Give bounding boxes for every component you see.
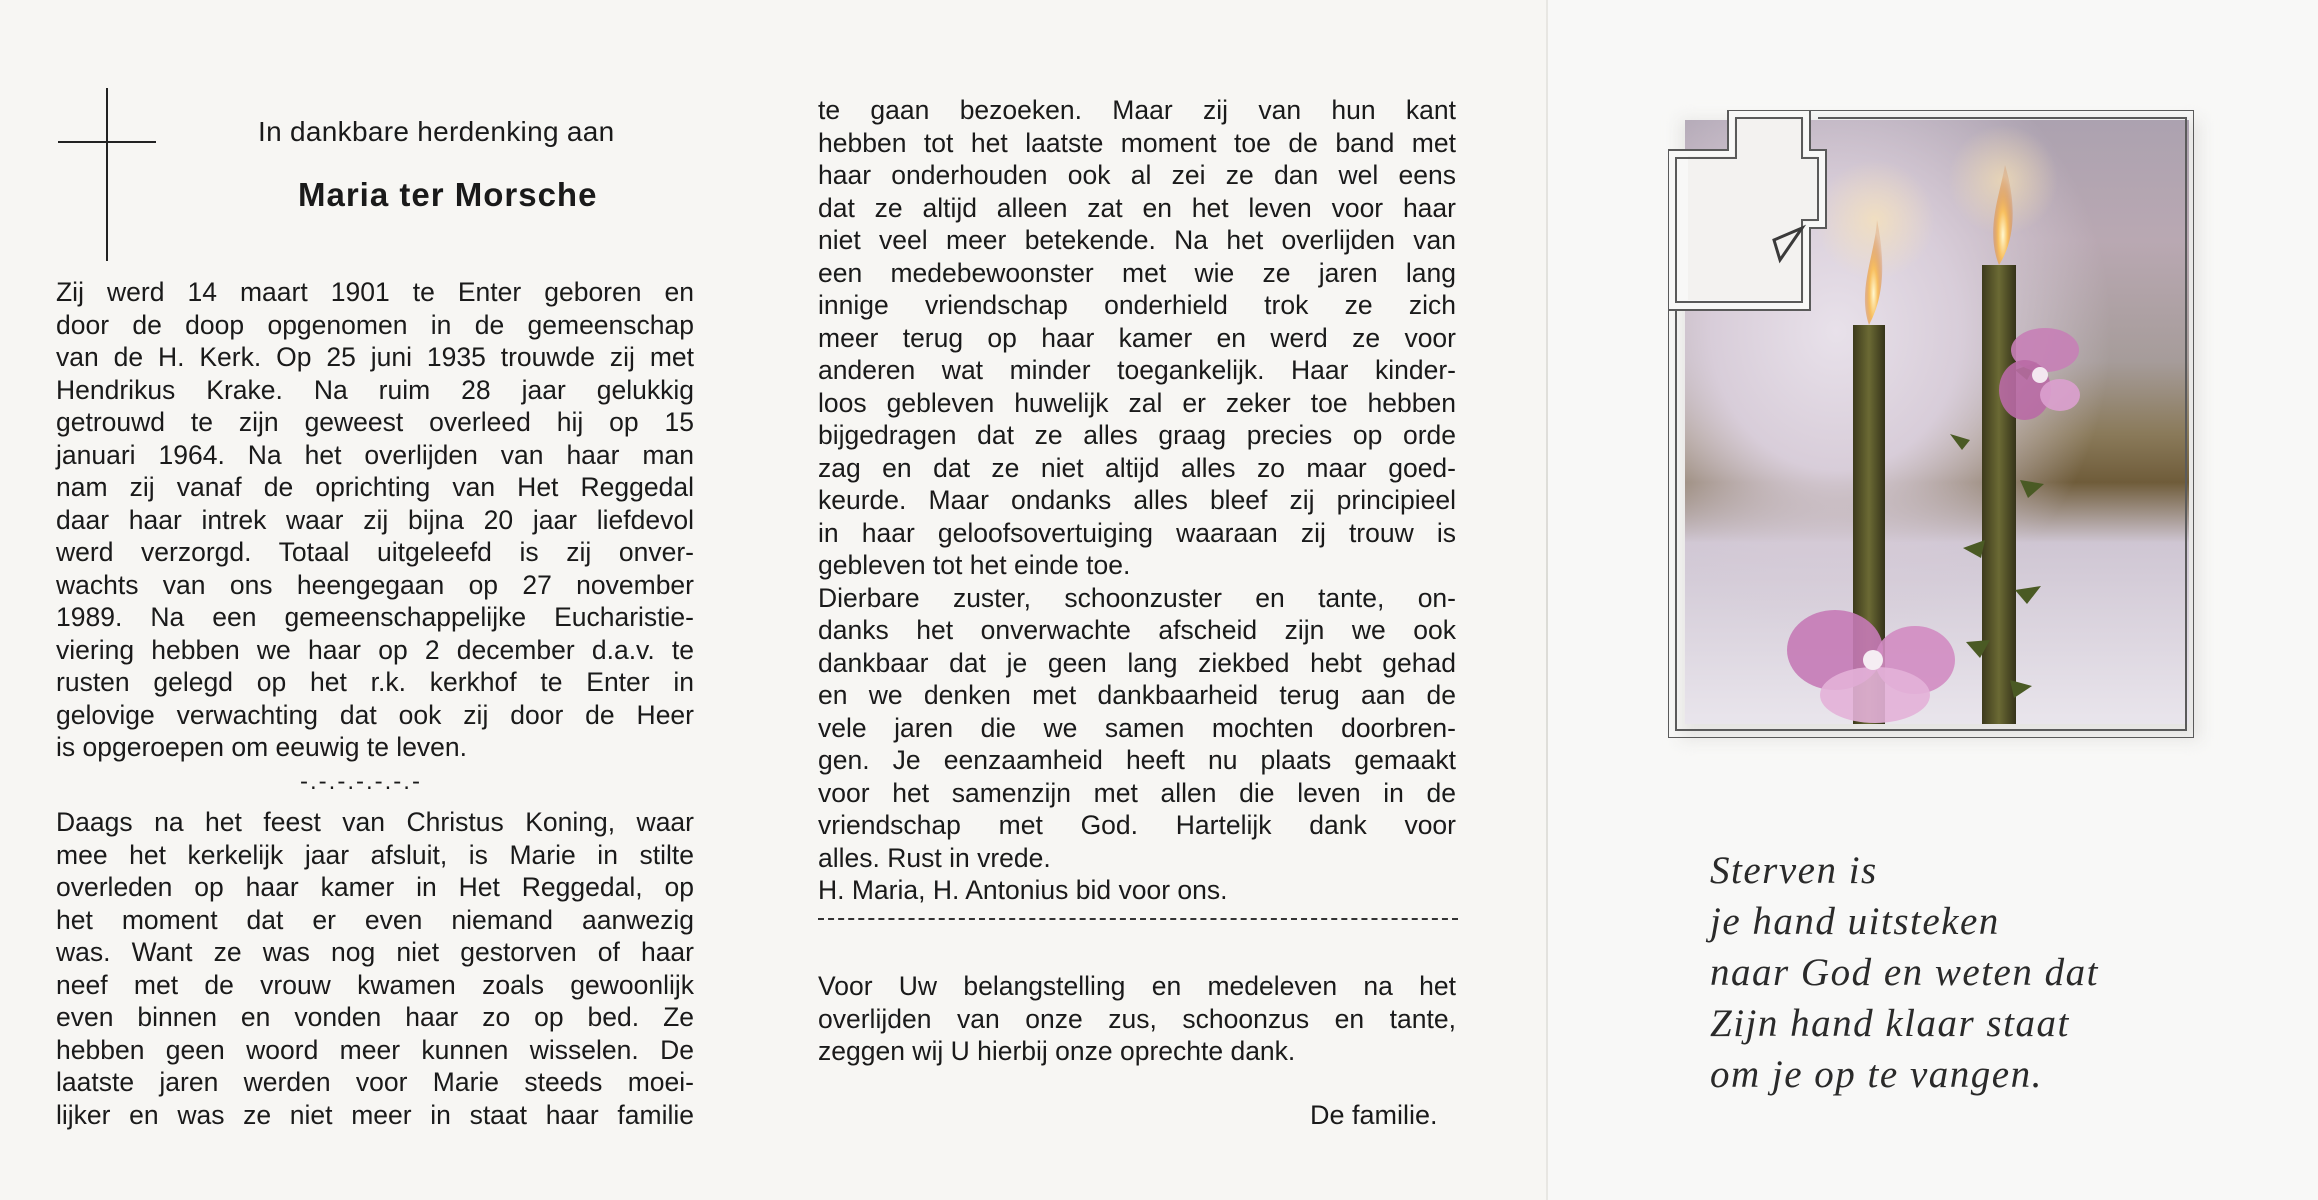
bio-line: door de doop opgenomen in de gemeenschap [56,309,694,340]
biography-text [56,276,694,764]
continuation-line: te gaan bezoeken. Maar zij van hun kant [818,95,1456,125]
memorial-intro: In dankbare herdenking aan [258,116,615,147]
continuation-line: gebleven tot het einde toe. [818,550,1131,580]
short-separator: -.-.-.-.-.-.- [300,768,422,795]
continuation-line: een medebewoonster met wie ze jaren lang [818,257,1456,288]
continuation-line: bijgedragen dat ze alles graag precies op orde [818,420,1456,450]
story-line: even binnen en vonden haar zo op bed. Ze [56,1002,694,1032]
bio-line: viering hebben we haar op 2 december d.a.v. te [56,634,694,665]
story-line: mee het kerkelijk jaar afsluit, is Marie in stilte [56,839,694,870]
bio-line: nam zij vanaf de oprichting van Het Reggedal [56,472,694,502]
story-line: neef met de vrouw kwamen zoals gewoonlijk [56,969,694,1000]
continuation-line: innige vriendschap onderhield trok ze zich [818,290,1456,320]
continuation-line: niet veel meer betekende. Na het overlijden van [818,225,1456,255]
story-line: lijker en was ze niet meer in staat haar familie [56,1099,694,1130]
continuation-line: loos gebleven huwelijk zal er zeker toe hebben [818,387,1456,418]
continuation-line: vriendschap met God. Hartelijk dank voor [818,810,1456,840]
bio-line: rusten gelegd op het r.k. kerkhof te Enter in [56,667,694,697]
continuation-line: zag en dat ze niet altijd alles zo maar goed- [818,452,1456,483]
bio-line: getrouwd te zijn geweest overleed hij op 15 [56,407,694,437]
bio-line: januari 1964. Na het overlijden van haar man [56,439,694,470]
continuation-line: en we denken met dankbaarheid terug aan de [818,680,1456,710]
story-line: Daags na het feest van Christus Koning, waar [56,807,694,837]
card-fold [1546,0,1548,1200]
continuation-line: anderen wat minder toegankelijk. Haar kinder- [818,355,1456,385]
continuation-line: voor het samenzijn met allen die leven in de [818,777,1456,808]
thanks-line: zeggen wij U hierbij onze oprechte dank. [818,1036,1296,1066]
continuation-line: alles. Rust in vrede. [818,842,1051,873]
signature: De familie. [1310,1100,1438,1130]
continuation-line: Dierbare zuster, schoonzuster en tante, on- [818,582,1456,613]
story-line: het moment dat er even niemand aanwezig [56,904,694,935]
bio-line: is opgeroepen om eeuwig te leven. [56,732,468,762]
bio-line: gelovige verwachting dat ook zij door de Heer [56,699,694,730]
cross-icon-horizontal [58,141,156,143]
bio-line: Zij werd 14 maart 1901 te Enter geboren en [56,277,694,307]
continuation-line: dankbaar dat je geen lang ziekbed hebt gehad [818,647,1456,678]
poem-line: om je op te vangen. [1710,1053,2043,1096]
bio-line: Hendrikus Krake. Na ruim 28 jaar gelukkig [56,374,694,405]
bio-line: werd verzorgd. Totaal uitgeleefd is zij onver- [56,537,694,567]
continuation-line: meer terug op haar kamer en werd ze voor [818,322,1456,353]
continuation-text [818,94,1456,907]
deceased-name: Maria ter Morsche [298,176,598,213]
cross-icon-vertical [106,88,108,261]
poem-line: je hand uitsteken [1710,900,2000,943]
bio-line: 1989. Na een gemeenschappelijke Eucharistie- [56,602,694,632]
continuation-line: vele jaren die we samen mochten doorbren- [818,712,1456,743]
dashed-divider [818,918,1458,920]
bio-line: wachts van ons heengegaan op 27 november [56,569,694,600]
poem [1710,845,2099,1100]
bio-line: van de H. Kerk. Op 25 juni 1935 trouwde zij met [56,342,694,372]
continuation-line: hebben tot het laatste moment toe de band met [818,127,1456,158]
story-line: was. Want ze was nog niet gestorven of haar [56,937,694,967]
cross-shaped-frame [1668,110,2194,738]
story-line: laatste jaren werden voor Marie steeds moei- [56,1067,694,1097]
story-line: hebben geen woord meer kunnen wisselen. De [56,1034,694,1065]
story-text [56,806,694,1131]
bio-line: daar haar intrek waar zij bijna 20 jaar liefdevol [56,504,694,535]
continuation-line: gen. Je eenzaamheid heeft nu plaats gemaakt [818,745,1456,775]
poem-line: Sterven is [1710,849,1878,892]
thanks-line: overlijden van onze zus, schoonzus en tante, [818,1003,1456,1034]
poem-line: Zijn hand klaar staat [1710,1002,2070,1045]
continuation-line: H. Maria, H. Antonius bid voor ons. [818,875,1228,905]
continuation-line: keurde. Maar ondanks alles bleef zij principieel [818,485,1456,515]
story-line: overleden op haar kamer in Het Reggedal, op [56,872,694,902]
continuation-line: haar onderhouden ook al zei ze dan wel eens [818,160,1456,190]
continuation-line: in haar geloofsovertuiging waaraan zij trouw is [818,517,1456,548]
poem-line: naar God en weten dat [1710,951,2099,994]
continuation-line: danks het onverwachte afscheid zijn we ook [818,615,1456,645]
thanks-text [818,970,1456,1068]
continuation-line: dat ze altijd alleen zat en het leven voor haar [818,192,1456,223]
thanks-line: Voor Uw belangstelling en medeleven na het [818,971,1456,1001]
